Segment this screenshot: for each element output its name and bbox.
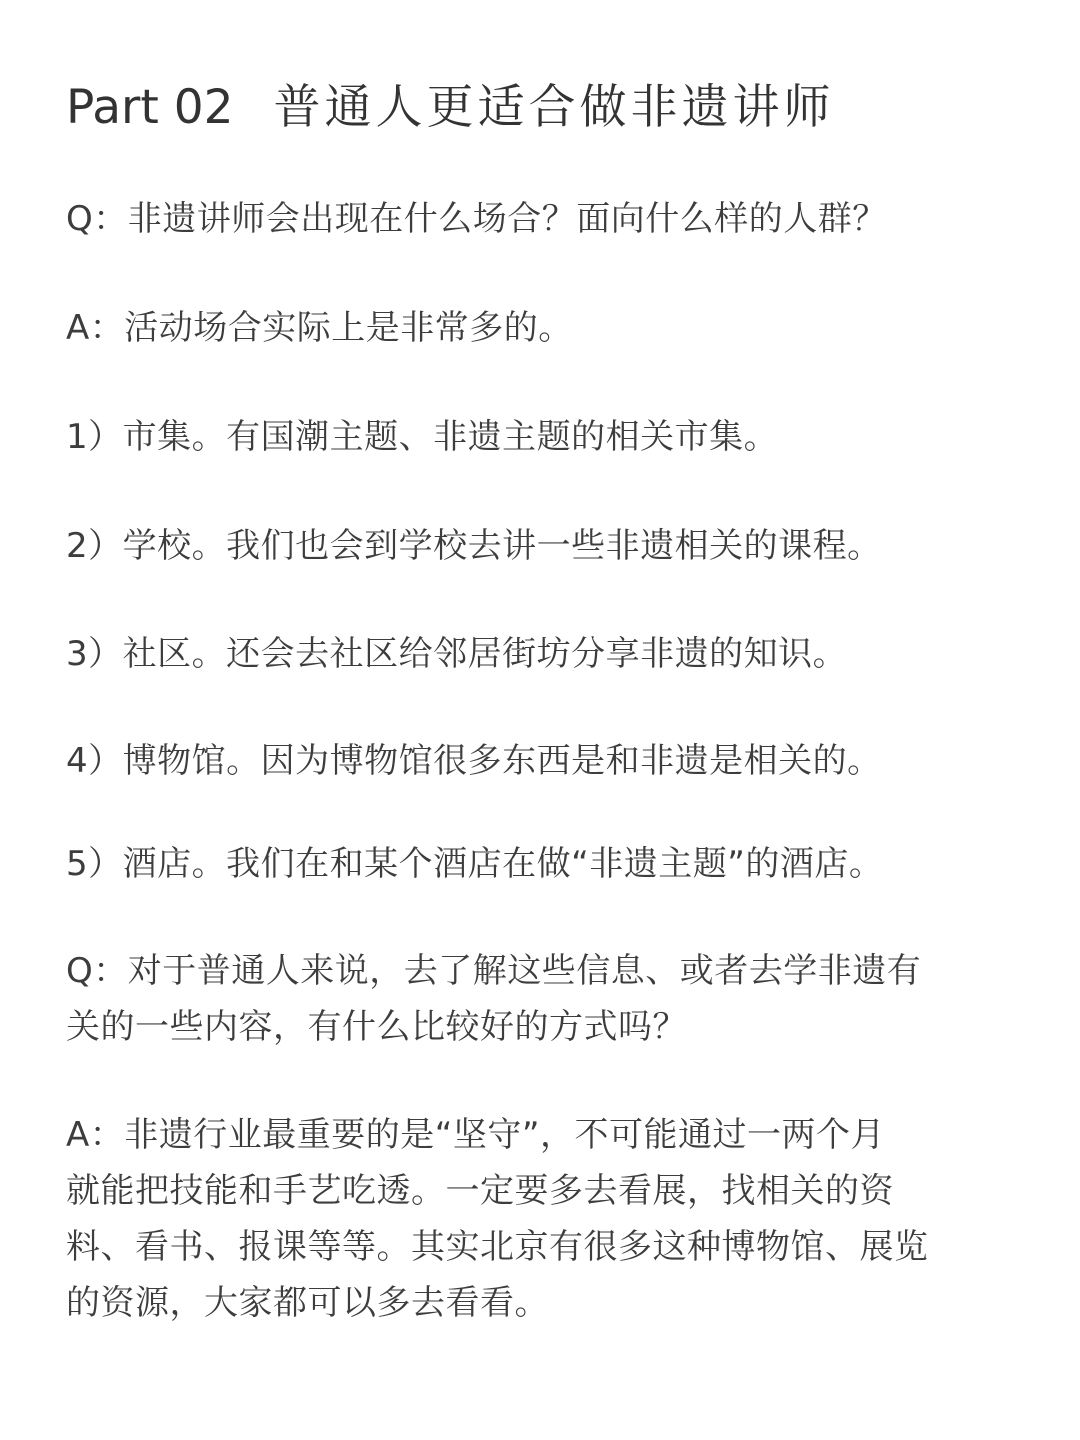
section-heading: 普通人更适合做非遗讲师 [273,80,835,135]
answer-2: A：非遗行业最重要的是“坚守”，不可能通过一两个月 就能把技能和手艺吃透。一定要多去看展，找相关的资 料、看书、报课等等。其实北京有很多这种博物馆、展览 的资源，大家都可以多去看看。 [66,1115,929,1323]
question-2: Q：对于普通人来说，去了解这些信息、或者去学非遗有 关的一些内容，有什么比较好的方式吗？ [66,951,922,1047]
list-item-3: 3）社区。还会去社区给邻居街坊分享非遗的知识。 [66,634,848,674]
list-item-2: 2）学校。我们也会到学校去讲一些非遗相关的课程。 [66,526,882,566]
answer-1: A：活动场合实际上是非常多的。 [66,308,573,348]
list-item-4: 4）博物馆。因为博物馆很多东西是和非遗是相关的。 [66,741,882,781]
part-number: Part 02 [66,80,234,135]
question-1: Q：非遗讲师会出现在什么场合？面向什么样的人群？ [66,199,887,239]
section-title [66,78,835,138]
list-item-1: 1）市集。有国潮主题、非遗主题的相关市集。 [66,417,779,457]
list-item-5: 5）酒店。我们在和某个酒店在做“非遗主题”的酒店。 [66,844,884,884]
